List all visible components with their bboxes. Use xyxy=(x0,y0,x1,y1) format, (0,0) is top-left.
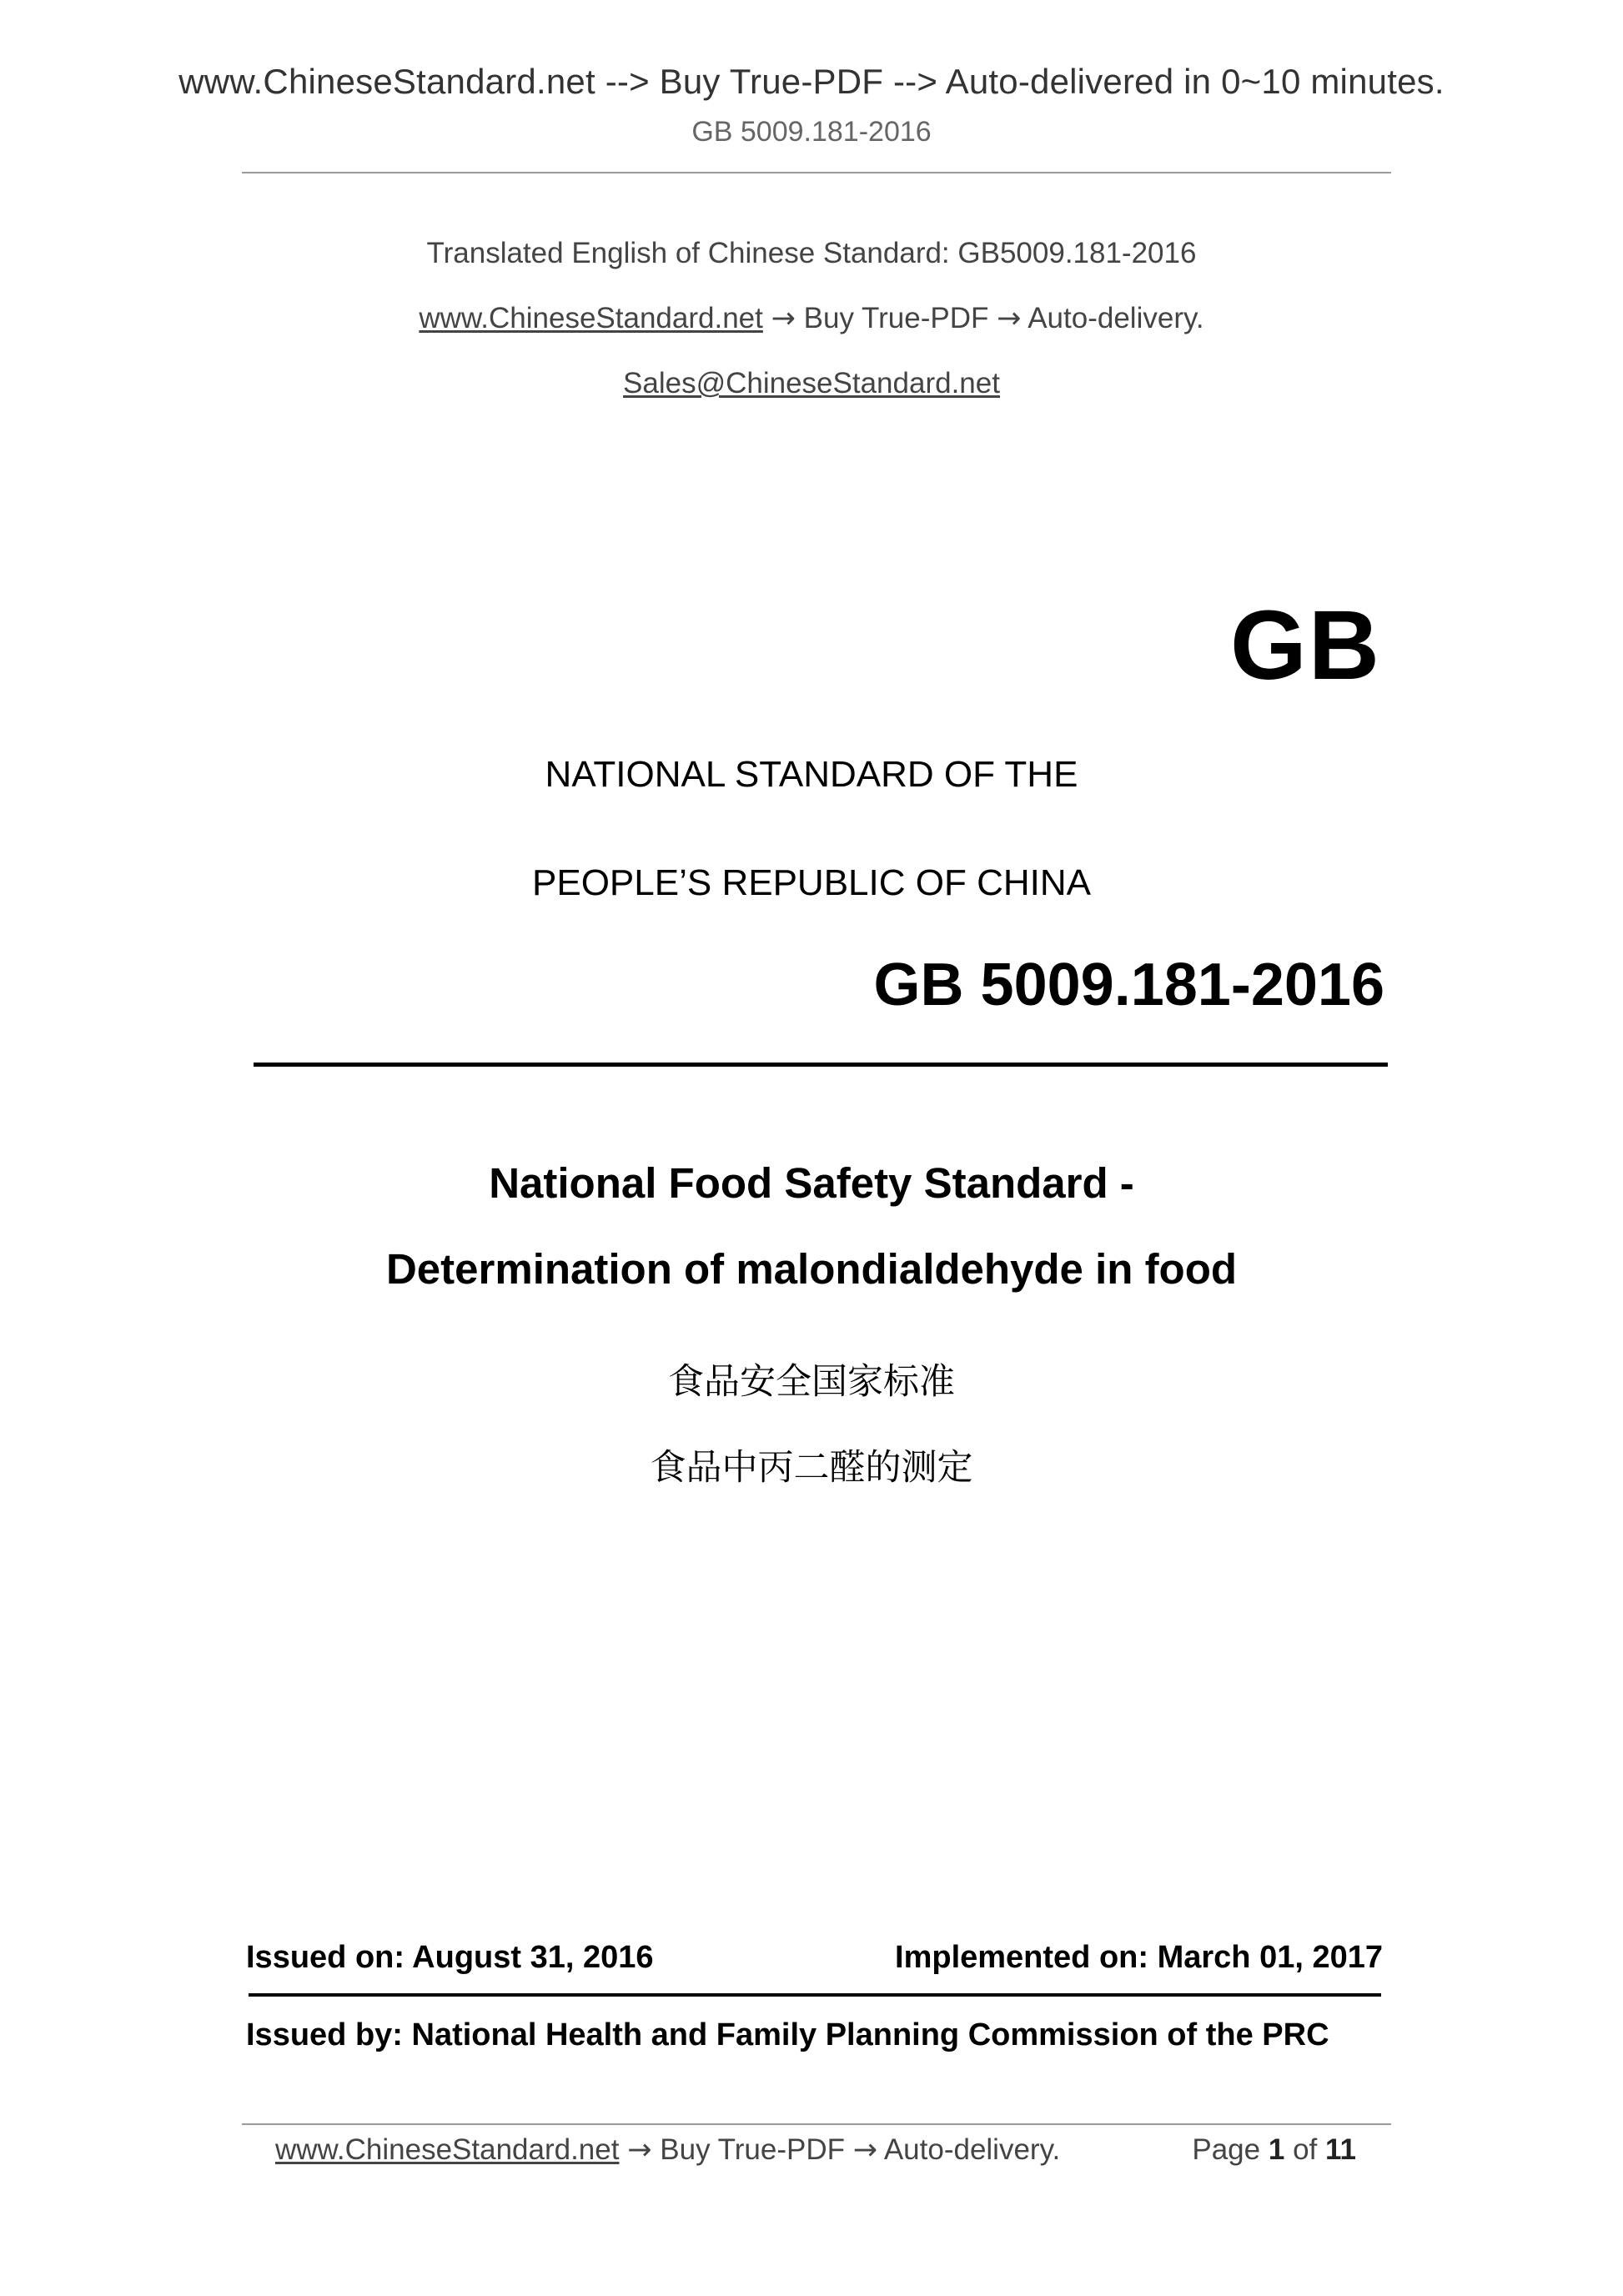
footer-site-link[interactable]: www.ChineseStandard.net xyxy=(275,2133,620,2166)
site-link[interactable]: www.ChineseStandard.net xyxy=(419,302,763,334)
chinese-title-line-2: 食品中丙二醛的测定 xyxy=(650,1447,973,1489)
issue-divider xyxy=(249,1993,1381,1997)
delivery-text: Auto-delivery. xyxy=(1021,302,1204,334)
issued-by: Issued by: National Health and Family Planning Commission of the PRC xyxy=(246,2017,1329,2052)
header-standard-code: GB 5009.181-2016 xyxy=(691,116,932,148)
chinese-title-line-1: 食品安全国家标准 xyxy=(668,1361,955,1403)
national-standard-line-2: PEOPLE’S REPUBLIC OF CHINA xyxy=(532,862,1091,903)
sales-email-link[interactable]: Sales@ChineseStandard.net xyxy=(623,367,1000,399)
buy-text: Buy True-PDF xyxy=(795,302,997,334)
national-standard-line-1: NATIONAL STANDARD OF THE xyxy=(545,754,1078,795)
text-gap xyxy=(763,302,771,334)
footer-delivery-line xyxy=(275,2133,1060,2167)
document-title-line-2: Determination of malondialdehyde in food xyxy=(385,1245,1238,1293)
arrow-right-icon: → xyxy=(627,2133,652,2167)
page-indicator xyxy=(1192,2133,1356,2167)
translated-notice: Translated English of Chinese Standard: GB5009.181-2016 xyxy=(426,237,1197,269)
text-gap xyxy=(619,2133,627,2166)
delivery-line xyxy=(0,302,1623,335)
arrow-right-icon: → xyxy=(771,302,796,335)
document-title-line-1: National Food Safety Standard - xyxy=(489,1159,1134,1207)
arrow-right-icon: → xyxy=(997,302,1022,335)
footer-delivery-text: Auto-delivery. xyxy=(877,2133,1061,2166)
gb-logo: GB xyxy=(1230,590,1381,701)
title-divider xyxy=(254,1063,1388,1067)
header-divider xyxy=(242,172,1391,173)
page-label: Page xyxy=(1192,2133,1261,2166)
footer-divider xyxy=(242,2123,1391,2125)
issued-on-date: Issued on: August 31, 2016 xyxy=(246,1940,654,1975)
header-banner: www.ChineseStandard.net --> Buy True-PDF --> Auto-delivered in 0~10 minutes. xyxy=(178,62,1445,101)
footer-buy-text: Buy True-PDF xyxy=(651,2133,853,2166)
arrow-right-icon: → xyxy=(852,2133,878,2167)
page-total: 11 xyxy=(1325,2133,1356,2166)
implemented-on-date: Implemented on: March 01, 2017 xyxy=(895,1940,1383,1975)
standard-number: GB 5009.181-2016 xyxy=(873,952,1384,1018)
of-label: of xyxy=(1293,2133,1318,2166)
email-line xyxy=(0,367,1623,400)
page-current: 1 xyxy=(1268,2133,1285,2166)
